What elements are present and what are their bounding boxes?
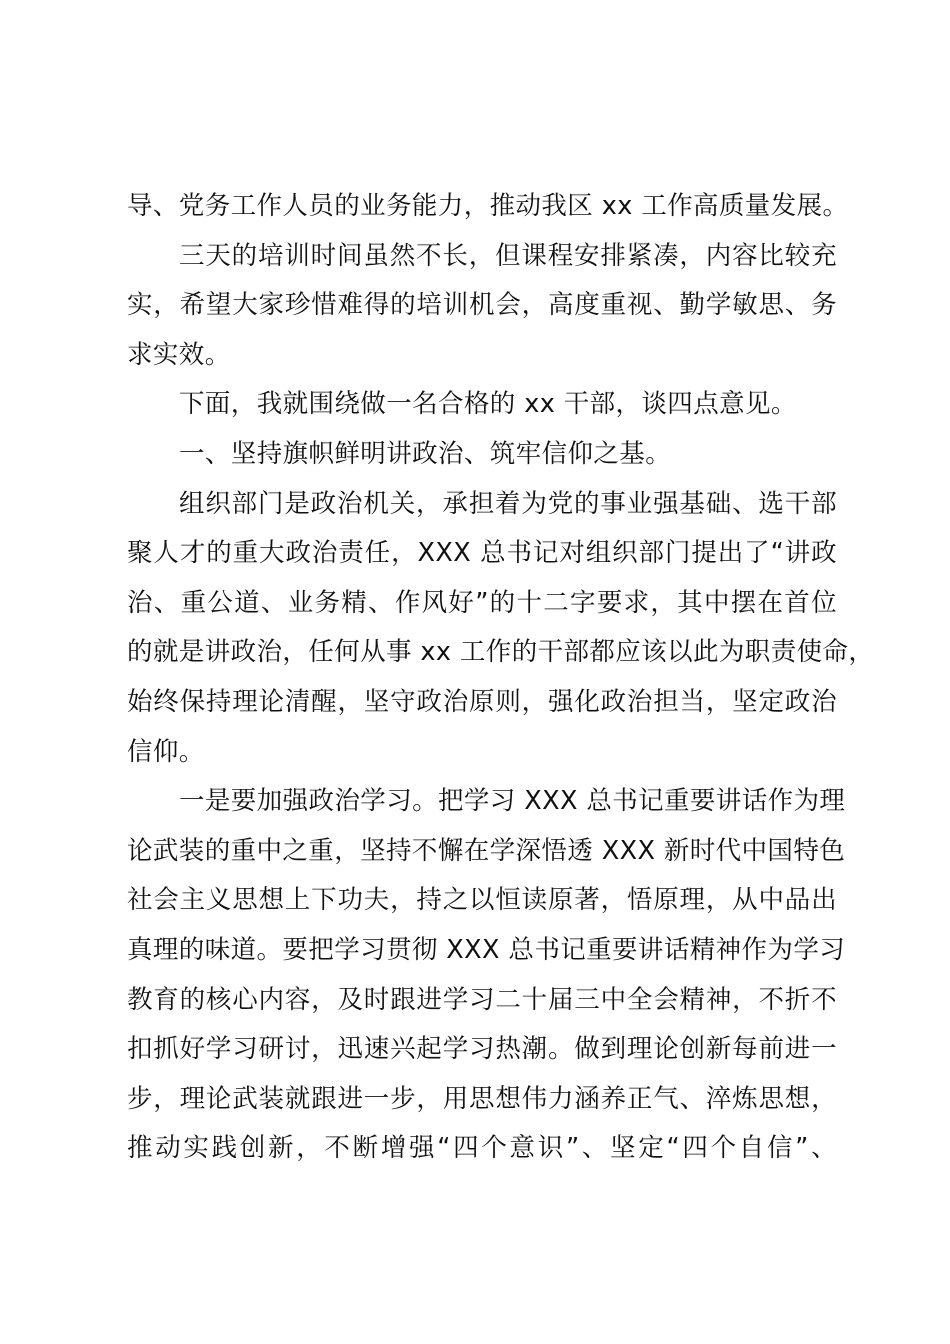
text-line-10: 的就是讲政治，任何从事 xx 工作的干部都应该以此为职责使命， xyxy=(127,637,875,668)
section-heading: 一、坚持旗帜鲜明讲政治、筑牢信仰之基。 xyxy=(179,438,672,469)
text-line-12: 信仰。 xyxy=(127,736,205,767)
text-line-18: 扣抓好学习研讨，迅速兴起学习热潮。做到理论创新每前进一 xyxy=(127,1034,837,1065)
text-line-7: 组织部门是政治机关，承担着为党的事业强基础、选干部 xyxy=(179,488,837,519)
text-line-20: 推动实践创新，不断增强“四个意识”、坚定“四个自信”、 xyxy=(127,1133,837,1164)
text-line-1: 导、党务工作人员的业务能力，推动我区 xx 工作高质量发展。 xyxy=(127,191,849,221)
text-line-3: 实，希望大家珍惜难得的培训机会，高度重视、勤学敏思、务 xyxy=(127,290,837,321)
text-line-5: 下面，我就围绕做一名合格的 xx 干部，谈四点意见。 xyxy=(179,389,797,420)
text-line-9: 治、重公道、业务精、作风好”的十二字要求，其中摆在首位 xyxy=(127,587,837,618)
text-line-14: 论武装的重中之重，坚持不懈在学深悟透 XXX 新时代中国特色 xyxy=(127,835,846,866)
document-body xyxy=(127,182,875,1174)
text-line-17: 教育的核心内容，及时跟进学习二十届三中全会精神，不折不 xyxy=(127,984,837,1015)
text-line-16: 真理的味道。要把学习贯彻 XXX 总书记重要讲话精神作为学习 xyxy=(127,934,846,965)
text-line-8: 聚人才的重大政治责任，XXX 总书记对组织部门提出了“讲政 xyxy=(127,538,837,569)
text-line-2: 三天的培训时间虽然不长，但课程安排紧凑，内容比较充 xyxy=(179,240,837,271)
text-line-19: 步，理论武装就跟进一步，用思想伟力涵养正气、淬炼思想， xyxy=(127,1083,837,1114)
text-line-13: 一是要加强政治学习。把学习 XXX 总书记重要讲话作为理 xyxy=(179,786,846,817)
text-line-15: 社会主义思想上下功夫，持之以恒读原著，悟原理，从中品出 xyxy=(127,885,837,916)
text-line-4: 求实效。 xyxy=(127,339,231,370)
text-line-11: 始终保持理论清醒，坚守政治原则，强化政治担当，坚定政治 xyxy=(127,686,837,717)
